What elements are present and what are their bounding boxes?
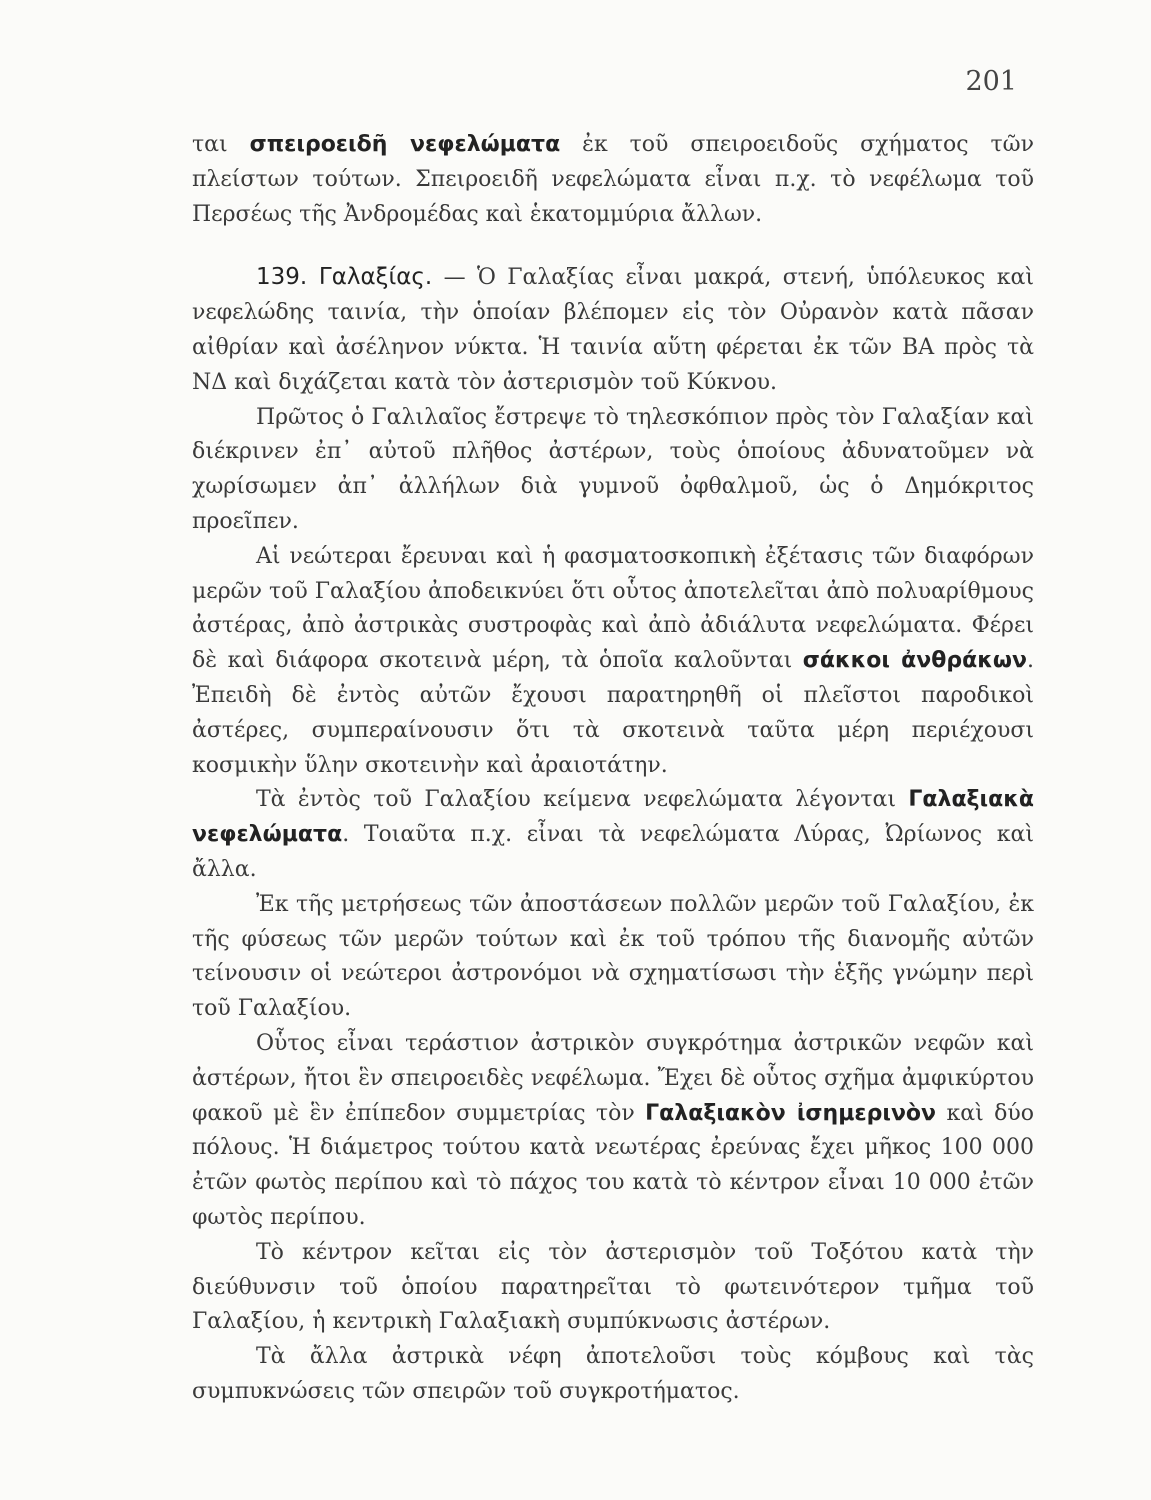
term-galactic-equator: Γαλαξιακὸν ἰσημερινὸν (645, 1100, 937, 1126)
paragraph-galaxy-intro: 139. Γαλαξίας. — Ὁ Γαλαξίας εἶναι μακρά, στενή, ὑπόλευκος καὶ νεφελώδης ταινία, τὴν ὁποίαν βλέπομεν εἰς τὸν Οὐρανὸν κατὰ πᾶσαν αἰθρίαν καὶ ἀσέληνον νύκτα. Ἡ ταινία αὕτη φέρεται ἐκ τῶν ΒΑ πρὸς τὰ ΝΔ καὶ διχάζεται κατὰ τὸν ἀστερισμὸν τοῦ Κύκνου. (192, 264, 1034, 395)
term-coal-sacks: σάκκοι ἀνθράκων (802, 648, 1027, 674)
page-number: 201 (965, 66, 1017, 97)
paragraph-galactic-nebulae: Τὰ ἐντὸς τοῦ Γαλαξίου κείμενα νεφελώματα λέγονται Γαλαξιακὰ νεφελώματα. Τοιαῦτα π.χ. εἶναι τὰ νεφελώματα Λύρας, Ὠρίωνος καὶ ἄλλα. (192, 787, 1034, 882)
paragraph-galileo: Πρῶτος ὁ Γαλιλαῖος ἔστρεψε τὸ τηλεσκόπιον πρὸς τὸν Γαλαξίαν καὶ διέκρινεν ἐπ᾽ αὐτοῦ πλῆθος ἀστέρων, τοὺς ὁποίους ἀδυνατοῦμεν νὰ χωρίσωμεν ἀπ᾽ ἀλλήλων διὰ γυμνοῦ ὀφθαλμοῦ, ὡς ὁ Δημόκριτος προεῖπεν. (192, 404, 1034, 534)
section-heading: 139. Γαλαξίας. (256, 264, 433, 291)
page-body (192, 128, 1034, 1410)
paragraph-coal-sacks: Αἱ νεώτεραι ἔρευναι καὶ ἡ φασματοσκοπικὴ ἐξέτασις τῶν διαφόρων μερῶν τοῦ Γαλαξίου ἀποδεικνύει ὅτι οὗτος ἀποτελεῖται ἀπὸ πολυαρίθμους ἀστέρας, ἀπὸ ἀστρικὰς συστροφὰς καὶ ἀπὸ ἀδιάλυτα νεφελώματα. Φέρει δὲ καὶ διάφορα σκοτεινὰ μέρη, τὰ ὁποῖα καλοῦνται σάκκοι ἀνθράκων. Ἐπειδὴ δὲ ἐντὸς αὐτῶν ἔχουσι παρατηρηθῆ οἱ πλεῖστοι παροδικοὶ ἀστέρες, συμπεραίνουσιν ὅτι τὰ σκοτεινὰ ταῦτα μέρη περιέχουσι κοσμικὴν ὕλην σκοτεινὴν καὶ ἀραιοτάτην. (192, 543, 1034, 778)
paragraph-structure: Οὗτος εἶναι τεράστιον ἀστρικὸν συγκρότημα ἀστρικῶν νεφῶν καὶ ἀστέρων, ἤτοι ἓν σπειροειδὲς νεφέλωμα. Ἔχει δὲ οὗτος σχῆμα ἀμφικύρτου φακοῦ μὲ ἓν ἐπίπεδον συμμετρίας τὸν Γαλαξιακὸν ἰσημερινὸν καὶ δύο πόλους. Ἡ διάμετρος τούτου κατὰ νεωτέρας ἐρεύνας ἔχει μῆκος 100 000 ἐτῶν φωτὸς περίπου καὶ τὸ πάχος του κατὰ τὸ κέντρον εἶναι 10 000 ἐτῶν φωτὸς περίπου. (192, 1030, 1034, 1230)
paragraph-measurements: Ἐκ τῆς μετρήσεως τῶν ἀποστάσεων πολλῶν μερῶν τοῦ Γαλαξίου, ἐκ τῆς φύσεως τῶν μερῶν τούτων καὶ ἐκ τοῦ τρόπου τῆς διανομῆς αὐτῶν τείνουσιν οἱ νεώτεροι ἀστρονόμοι νὰ σχηματίσωσι τὴν ἑξῆς γνώμην περὶ τοῦ Γαλαξίου. (192, 891, 1034, 1022)
paragraph-star-clouds: Τὰ ἄλλα ἀστρικὰ νέφη ἀποτελοῦσι τοὺς κόμβους καὶ τὰς συμπυκνώσεις τῶν σπειρῶν τοῦ συγκροτήματος. (192, 1344, 1034, 1404)
paragraph-spiral-nebulae: ται σπειροειδῆ νεφελώματα ἐκ τοῦ σπειροειδοῦς σχήματος τῶν πλείστων τούτων. Σπειροειδῆ νεφελώματα εἶναι π.χ. τὸ νεφέλωμα τοῦ Περσέως τῆς Ἀνδρομέδας καὶ ἑκατομμύρια ἄλλων. (192, 132, 1034, 227)
term-galactic-nebulae: Γαλαξιακὰ νεφελώματα (192, 787, 1034, 848)
paragraph-center: Τὸ κέντρον κεῖται εἰς τὸν ἀστερισμὸν τοῦ Τοξότου κατὰ τὴν διεύθυνσιν τοῦ ὁποίου παρατηρεῖται τὸ φωτεινότερον τμῆμα τοῦ Γαλαξίου, ἡ κεντρικὴ Γαλαξιακὴ συμπύκνωσις ἀστέρων. (192, 1239, 1034, 1335)
term-spiral-nebulae: σπειροειδῆ νεφελώματα (249, 132, 561, 157)
